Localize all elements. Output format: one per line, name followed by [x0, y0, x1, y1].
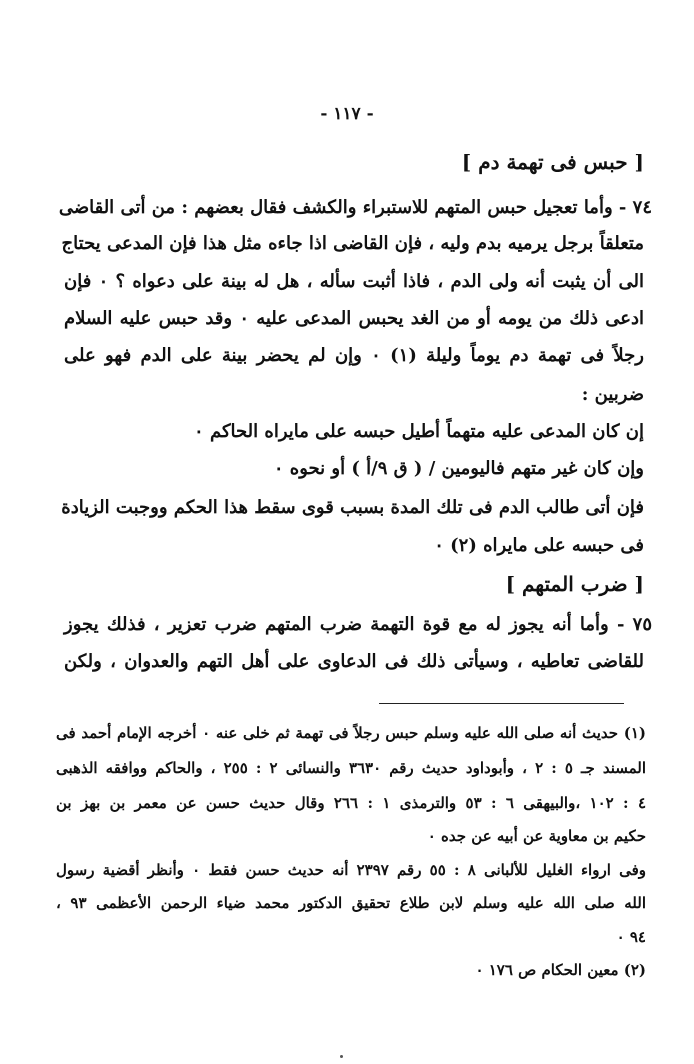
footnote-line: وفى ارواء الغليل للألبانى ٨ : ٥٥ رقم ٢٣٩٧ أنه حديث حسن فقط ٠ وأنظر أقضية رسول: [56, 861, 646, 879]
page-mark: [340, 1055, 343, 1058]
paragraph-line: فإن أتى طالب الدم فى تلك المدة بسبب قوى سقط هذا الحكم ووجبت الزيادة: [61, 497, 644, 518]
footnote-line: المسند جـ ٥ : ٢ ، وأبوداود حديث رقم ٣٦٣٠ والنسائى ٢ : ٢٥٥ ، والحاكم ووافقه الذهبى: [56, 759, 647, 777]
paragraph-line: ضربين :: [581, 384, 644, 405]
paragraph-line: رجلاً فى تهمة دم يوماً وليلة (١) ٠ وإن لم يحضر بينة على الدم فهو على: [64, 345, 644, 366]
footnote-line: الله صلى الله عليه وسلم لابن طلاع تحقيق الدكتور محمد ضياء الرحمن الأعظمى ٩٣ ،: [56, 894, 646, 912]
paragraph-line: وإن كان غير متهم فاليومين / ( ق ٩/أ ) أو نحوه ٠: [273, 458, 644, 479]
section-heading-detention: [ حبس فى تهمة دم ]: [461, 150, 644, 174]
footnote-line: (١) حديث أنه صلى الله عليه وسلم حبس رجلاً فى تهمة ثم خلى عنه ٠ أخرجه الإمام أحمد فى: [56, 724, 646, 742]
section-heading-beating: [ ضرب المتهم ]: [505, 572, 644, 596]
footnote-line: (٢) معين الحكام ص ١٧٦ ٠: [475, 961, 646, 979]
paragraph-line: فى حبسه على مايراه (٢) ٠: [434, 535, 644, 556]
paragraph-line: إن كان المدعى عليه متهماً أطيل حبسه على مايراه الحاكم ٠: [194, 421, 644, 442]
paragraph-line: ٧٤ - وأما تعجيل حبس المتهم للاستبراء والكشف فقال بعضهم : من أتى القاضى: [58, 197, 652, 218]
page-number: - ١١٧ -: [320, 104, 374, 124]
footnote-line: ٩٤ ٠: [616, 928, 646, 946]
paragraph-line: ٧٥ - وأما أنه يجوز له مع قوة التهمة ضرب المتهم ضرب تعزير ، فذلك يجوز: [64, 614, 653, 635]
footnote-line: ٤ : ١٠٢ ،والبيهقى ٦ : ٥٣ والترمذى ١ : ٢٦٦ وقال حديث حسن عن معمر بن بهز بن: [56, 794, 646, 812]
paragraph-line: ادعى ذلك من يومه أو من الغد يحبس المدعى عليه ٠ وقد حبس عليه السلام: [64, 308, 644, 329]
paragraph-line: متعلقاً برجل يرميه بدم وليه ، فإن القاضى اذا جاءه مثل هذا فإن المدعى يحتاج: [61, 233, 644, 254]
footnotes: [56, 0, 646, 1064]
paragraph-line: الى أن يثبت أنه ولى الدم ، فاذا أثبت سأله ، هل له بينة على دعواه ؟ ٠ فإن: [64, 271, 644, 292]
footnote-line: حكيم بن معاوية عن أبيه عن جده ٠: [427, 827, 646, 845]
paragraph-line: للقاضى تعاطيه ، وسيأتى ذلك فى الدعاوى على أهل التهم والعدوان ، ولكن: [64, 651, 644, 672]
